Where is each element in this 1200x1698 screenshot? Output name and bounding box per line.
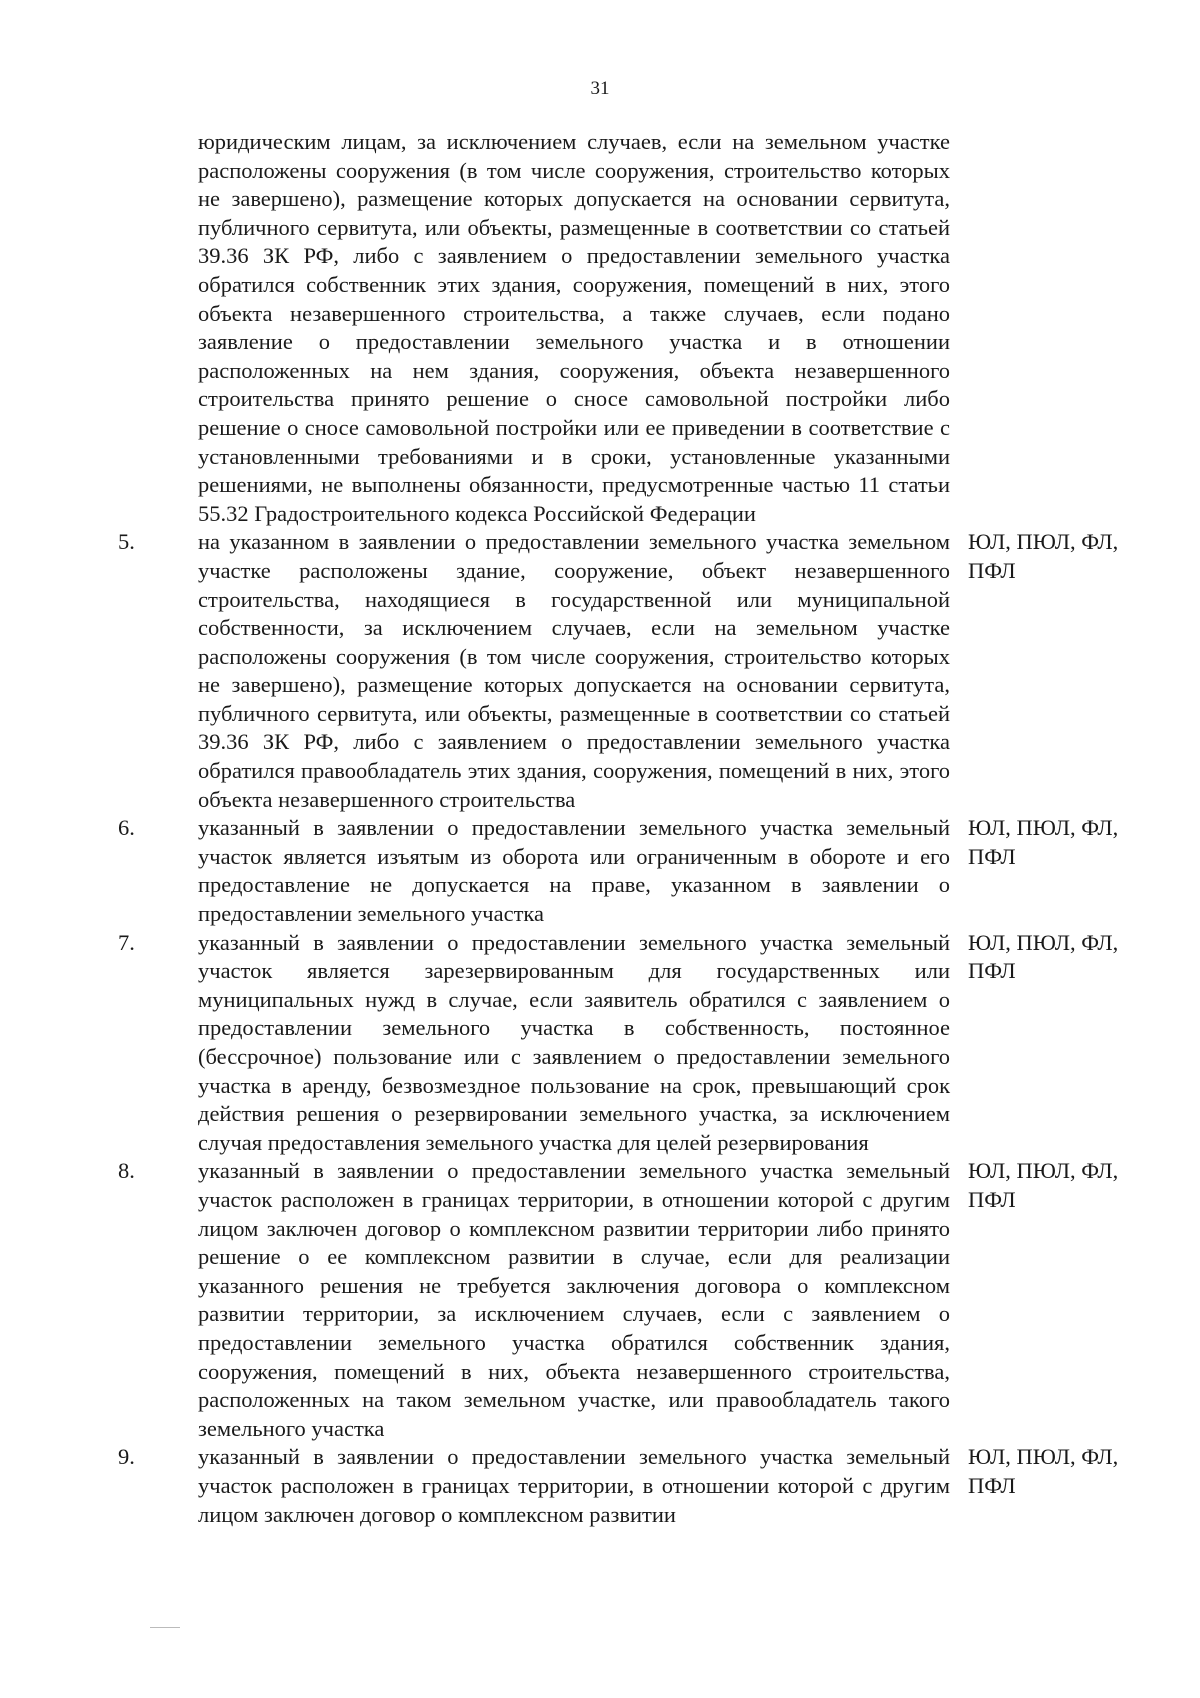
- table-row-continuation: [118, 128, 1158, 528]
- table-row-5: [118, 528, 1158, 814]
- row-text: указанный в заявлении о предоставлении земельного участка земельный участок является изъятым из оборота или ограниченным в обороте и его предоставление не допускается на праве, указанном в заявлении о предоставлении земельного участка: [198, 815, 950, 927]
- row-number: 5.: [118, 529, 135, 555]
- scan-artifact: [150, 1627, 180, 1628]
- row-text: указанный в заявлении о предоставлении земельного участка земельный участок расположен в границах территории, в отношении которой с другим лицом заключен договор о комплексном развитии: [198, 1444, 950, 1527]
- table-row-8: [118, 1157, 1158, 1443]
- table-row-9: [118, 1443, 1158, 1529]
- page-number: 31: [590, 78, 610, 99]
- row-text: указанный в заявлении о предоставлении земельного участка земельный участок является зарезервированным для государственных или муниципальных нужд в случае, если заявитель обратился с заявлением о предоставлении земельного участка в собственность, постоянное (бессрочное) пользование или с заявлением о предоставлении земельного участка в аренду, безвозмездное пользование на срок, превышающий срок действия решения о резервировании земельного участка, за исключением случая предоставления земельного участка для целей резервирования: [198, 929, 950, 1155]
- row-text: на указанном в заявлении о предоставлении земельного участка земельном участке расположены здание, сооружение, объект незавершенного строительства, находящиеся в государственной или муниципальной собственности, за исключением случаев, если на земельном участке расположены сооружения (в том числе сооружения, строительство которых не завершено), размещение которых допускается на основании сервитута, публичного сервитута, или объекты, размещенные в соответствии со статьей 39.36 ЗК РФ, либо с заявлением о предоставлении земельного участка обратился правообладатель этих здания, сооружения, помещений в них, этого объекта незавершенного строительства: [198, 529, 950, 812]
- row-number: 6.: [118, 815, 135, 841]
- row-number: 7.: [118, 929, 135, 955]
- row-applicants: ЮЛ, ПЮЛ, ФЛ, ПФЛ: [968, 1158, 1119, 1212]
- row-text: указанный в заявлении о предоставлении земельного участка земельный участок расположен в границах территории, в отношении которой с другим лицом заключен договор о комплексном развитии территории либо принято решение о ее комплексном развитии в случае, если для реализации указанного решения не требуется заключения договора о комплексном развитии территории, за исключением случаев, если с заявлением о предоставлении земельного участка обратился собственник здания, сооружения, помещений в них, объекта незавершенного строительства, расположенных на таком земельном участке, или правообладатель такого земельного участка: [198, 1158, 950, 1441]
- continuation-text: юридическим лицам, за исключением случаев, если на земельном участке расположены сооружения (в том числе сооружения, строительство которых не завершено), размещение которых допускается на основании сервитута, публичного сервитута, или объекты, размещенные в соответствии со статьей 39.36 ЗК РФ, либо с заявлением о предоставлении земельного участка обратился собственник этих здания, сооружения, помещений в них, этого объекта незавершенного строительства, а также случаев, если подано заявление о предоставлении земельного участка и в отношении расположенных на нем здания, сооружения, объекта незавершенного строительства принято решение о сносе самовольной постройки либо решение о сносе самовольной постройки или ее приведении в соответствие с установленными требованиями и в сроки, установленные указанными решениями, не выполнены обязанности, предусмотренные частью 11 статьи 55.32 Градостроительного кодекса Российской Федерации: [198, 129, 950, 526]
- table-row-6: [118, 814, 1158, 928]
- table-row-7: [118, 929, 1158, 1158]
- row-applicants: ЮЛ, ПЮЛ, ФЛ, ПФЛ: [968, 929, 1119, 984]
- row-applicants: ЮЛ, ПЮЛ, ФЛ, ПФЛ: [968, 815, 1119, 869]
- row-applicants: ЮЛ, ПЮЛ, ФЛ, ПФЛ: [968, 529, 1119, 583]
- row-number: 9.: [118, 1444, 135, 1470]
- grounds-table: [118, 128, 1158, 1529]
- row-applicants: ЮЛ, ПЮЛ, ФЛ, ПФЛ: [968, 1444, 1119, 1498]
- row-number: 8.: [118, 1158, 135, 1184]
